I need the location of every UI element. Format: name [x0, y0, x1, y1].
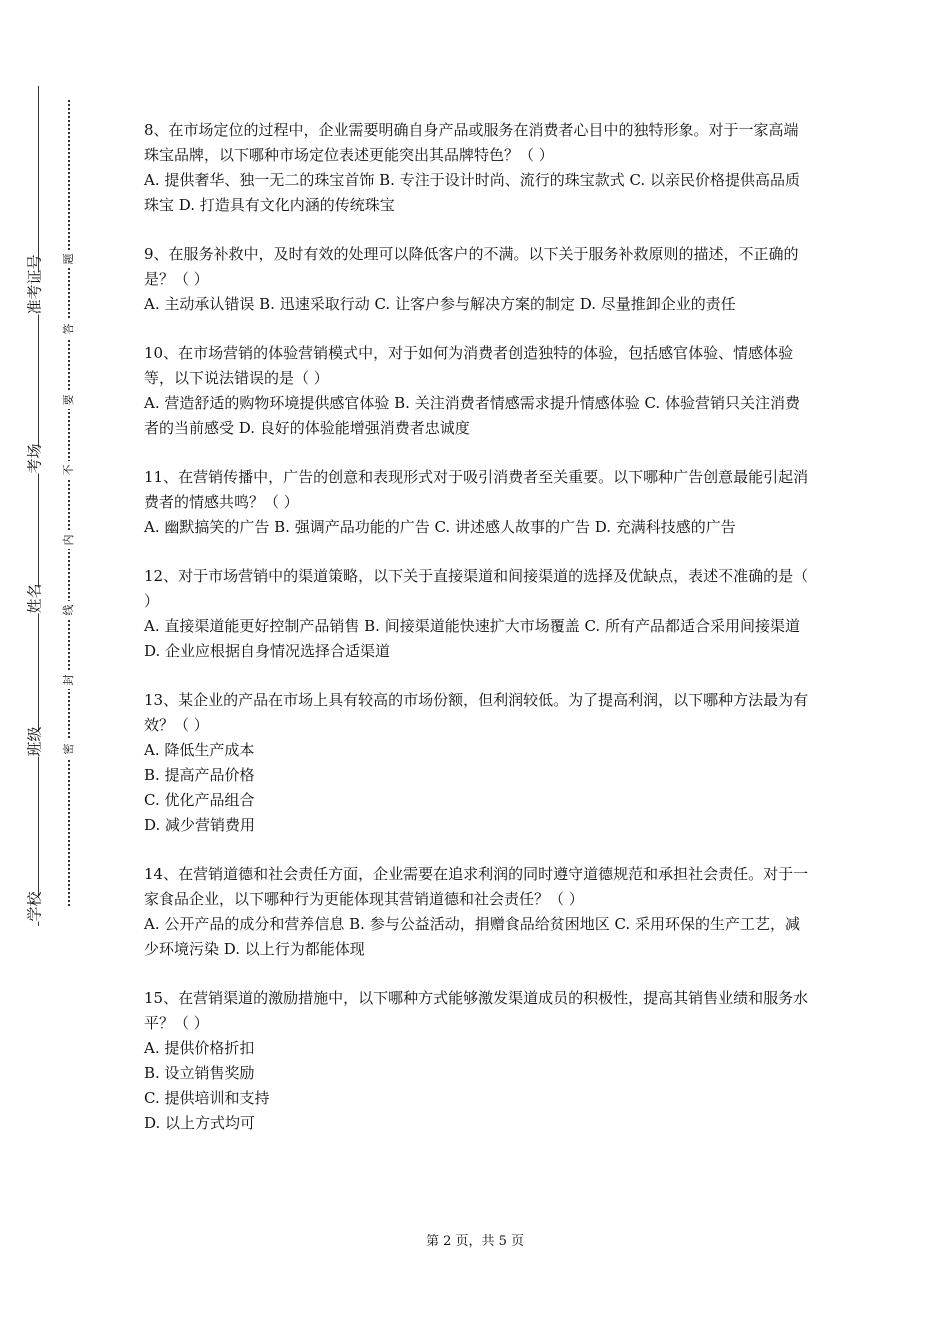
seal-char: 题: [62, 250, 76, 268]
question-8: [144, 118, 810, 218]
question-stem: 10、在市场营销的体验营销模式中，对于如何为消费者创造独特的体验，包括感官体验、情感体验等，以下说法错误的是（ ）: [144, 344, 794, 387]
option-c: C. 优化产品组合: [144, 791, 255, 809]
question-stem: 13、某企业的产品在市场上具有较高的市场份额，但利润较低。为了提高利润，以下哪种方法最为有效？（ ）: [144, 691, 809, 734]
question-list: [144, 118, 810, 1160]
exam-id-field-label: 准考证号: [25, 254, 44, 315]
name-field-label: 姓名: [25, 583, 44, 614]
seal-dotted-line: [68, 100, 70, 906]
option-b: B. 提高产品价格: [144, 766, 255, 784]
option-d: D. 减少营销费用: [144, 816, 256, 834]
seal-char: 密: [62, 740, 76, 758]
question-options: A. 公开产品的成分和营养信息 B. 参与公益活动，捐赠食品给贫困地区 C. 采用环保的生产工艺，减少环境污染 D. 以上行为都能体现: [144, 915, 800, 958]
question-13: [144, 688, 810, 838]
question-stem: 12、对于市场营销中的渠道策略，以下关于直接渠道和间接渠道的选择及优缺点，表述不准确的是（ ）: [144, 567, 809, 610]
question-10: [144, 341, 810, 441]
seal-char: 要: [62, 391, 76, 409]
binding-margin: [0, 0, 90, 1344]
question-stem: 9、在服务补救中，及时有效的处理可以降低客户的不满。以下关于服务补救原则的描述，不正确的是？（ ）: [144, 245, 799, 288]
question-11: [144, 465, 810, 540]
option-a: A. 提供价格折扣: [144, 1039, 255, 1057]
question-options: A. 直接渠道能更好控制产品销售 B. 间接渠道能快速扩大市场覆盖 C. 所有产品都适合采用间接渠道 D. 企业应根据自身情况选择合适渠道: [144, 617, 800, 660]
option-c: C. 提供培训和支持: [144, 1089, 270, 1107]
seal-char: 不: [62, 461, 76, 479]
class-field-label: 班级: [25, 726, 44, 757]
option-a: A. 降低生产成本: [144, 741, 255, 759]
question-9: [144, 242, 810, 317]
school-field-label: 学校: [25, 891, 44, 922]
question-options: A. 主动承认错误 B. 迅速采取行动 C. 让客户参与解决方案的制定 D. 尽量推卸企业的责任: [144, 295, 736, 313]
page-number: 第 2 页，共 5 页: [425, 1234, 525, 1249]
seal-char: 封: [62, 671, 76, 689]
seal-char: 答: [62, 320, 76, 338]
question-14: [144, 862, 810, 962]
question-options: A. 营造舒适的购物环境提供感官体验 B. 关注消费者情感需求提升情感体验 C. 体验营销只关注消费者的当前感受 D. 良好的体验能增强消费者忠诚度: [144, 394, 800, 437]
question-stem: 15、在营销渠道的激励措施中，以下哪种方式能够激发渠道成员的积极性，提高其销售业绩和服务水平？（ ）: [144, 989, 809, 1032]
question-options: A. 提供奢华、独一无二的珠宝首饰 B. 专注于设计时尚、流行的珠宝款式 C. 以亲民价格提供高品质珠宝 D. 打造具有文化内涵的传统珠宝: [144, 171, 800, 214]
question-12: [144, 564, 810, 664]
question-15: [144, 986, 810, 1136]
question-stem: 8、在市场定位的过程中，企业需要明确自身产品或服务在消费者心目中的独特形象。对于一家高端珠宝品牌，以下哪种市场定位表述更能突出其品牌特色？（ ）: [144, 121, 799, 164]
option-b: B. 设立销售奖励: [144, 1064, 255, 1082]
exam-room-field-label: 考场: [25, 443, 44, 474]
question-stem: 14、在营销道德和社会责任方面，企业需要在追求利润的同时遵守道德规范和承担社会责任。对于一家食品企业，以下哪种行为更能体现其营销道德和社会责任？（ ）: [144, 865, 809, 908]
seal-char: 内: [62, 531, 76, 549]
option-d: D. 以上方式均可: [144, 1114, 256, 1132]
question-stem: 11、在营销传播中，广告的创意和表现形式对于吸引消费者至关重要。以下哪种广告创意最能引起消费者的情感共鸣？（ ）: [144, 468, 809, 511]
seal-char: 线: [62, 601, 76, 619]
binding-line: [38, 86, 39, 926]
question-options: A. 幽默搞笑的广告 B. 强调产品功能的广告 C. 讲述感人故事的广告 D. 充满科技感的广告: [144, 518, 736, 536]
